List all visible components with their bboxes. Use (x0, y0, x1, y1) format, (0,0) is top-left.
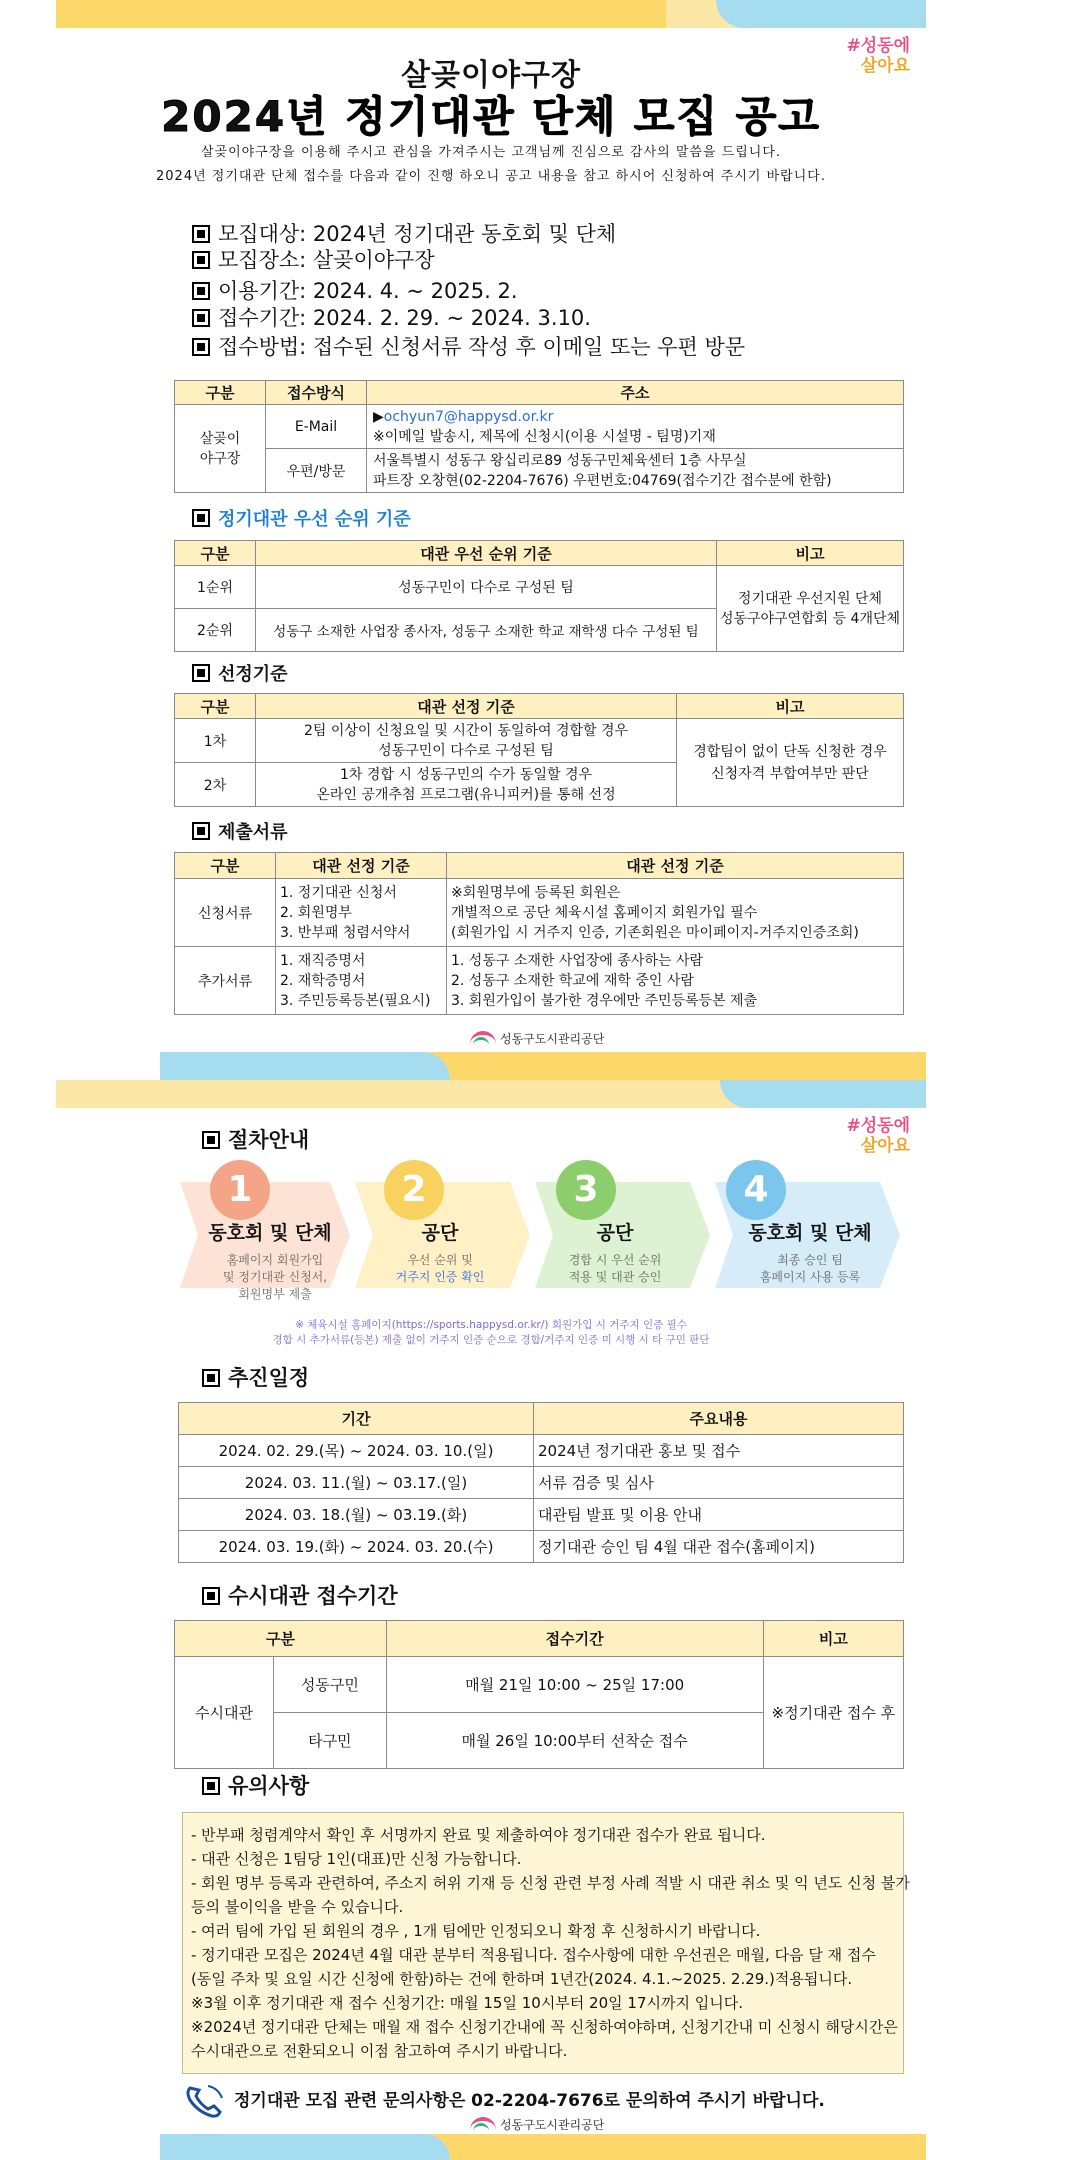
checkbox-icon (192, 282, 210, 300)
brand-logo-2: #성동에 살아요 (846, 1116, 910, 1156)
checkbox-icon (192, 309, 210, 327)
procedure-heading: 절차안내 (202, 1124, 309, 1154)
venue-cell: 살곶이 야구장 (175, 405, 266, 493)
checkbox-icon (202, 1131, 220, 1149)
priority-heading: 정기대관 우선 순위 기준 (192, 505, 411, 531)
step-1-title: 동호회 및 단체 (208, 1222, 332, 1244)
notes-box: - 반부패 청렴계약서 확인 후 서명까지 완료 및 제출하여야 정기대관 접수가 완료 됩니다. - 대관 신청은 1팀당 1인(대표)만 신청 가능합니다. - 회원 명부 등록과 관련하여, 주소지 허위 기재 등 신청 관련 부정 사례 적발 시 대관 취소 및 익 년도 신청 불가 등의 불이익을 받을 수 있습니다. - 여러 팀에 가입 된 회원의 경우 , 1개 팀에만 인정되오니 확정 후 신청하시기 바랍니다. - 정기대관 모집은 2024년 4월 대관 분부터 적용됩니다. 접수사항에 대한 우선권은 매월, 다음 달 재 접수 (동일 주차 및 요일 시간 신청에 한함)하는 건에 한하며 1년간(2024. 4.1.~2025. 2.29.)적용됩니다. ※3월 이후 정기대관 재 접수 신청기간: 매월 15일 10시부터 20일 17시까지 입니다. ※2024년 정기대관 단체는 매월 재 접수 신청기간내에 꼭 신청하여야하며, 신청기간내 미 신청시 해당시간은 수시대관으로 전환되오니 이점 참고하여 주시기 바랍니다. (182, 1812, 904, 2074)
inquiry-text: 정기대관 모집 관련 문의사항은 02-2204-7676로 문의하여 주시기 바랍니다. (234, 2091, 825, 2111)
casual-heading: 수시대관 접수기간 (202, 1580, 398, 1610)
bullet-method: 접수방법: 접수된 신청서류 작성 후 이메일 또는 우편 방문 (192, 332, 745, 362)
brand-logo: #성동에 살아요 (846, 36, 910, 76)
bullet-target: 모집대상: 2024년 정기대관 동호회 및 단체 (192, 219, 616, 249)
org-logo-2: 성동구도시관리공단 (470, 2116, 604, 2133)
checkbox-icon (202, 1777, 220, 1795)
step-3-number: 3 (556, 1160, 616, 1220)
rainbow-logo-icon (470, 2117, 496, 2131)
step-3-title: 공단 (596, 1222, 634, 1244)
top-stripe (56, 0, 926, 28)
checkbox-icon (192, 822, 210, 840)
checkbox-icon (202, 1587, 220, 1605)
step-4-title: 동호회 및 단체 (748, 1222, 872, 1244)
step-4-desc: 최종 승인 팀 홈페이지 사용 등록 (759, 1253, 861, 1284)
priority-table: 구분 대관 우선 순위 기준 비고 1순위 성동구민이 다수로 구성된 팀 정기대관 우선지원 단체 성동구야구연합회 등 4개단체 2순위 성동구 소재한 사업장 종사자, 성동구 소재한 학교 재학생 다수 구성된 팀 (174, 540, 904, 652)
bullet-place: 모집장소: 살곶이야구장 (192, 245, 435, 275)
phone-icon (184, 2082, 226, 2118)
page-title: 2024년 정기대관 단체 모집 공고 (161, 92, 821, 141)
checkbox-icon (192, 251, 210, 269)
org-logo: 성동구도시관리공단 (470, 1030, 604, 1047)
step-2-number: 2 (384, 1160, 444, 1220)
contact-table: 구분 접수방식 주소 살곶이 야구장 E-Mail ▶ochyun7@happysd.or.kr ※이메일 발송시, 제목에 신청시(이용 시설명 - 팀명)기재 우편/방문 서울특별시 성동구 왕십리로89 성동구민체육센터 1층 사무실 파트장 오창현(02-2204-7676) 우편번호:04769(접수기간 접수분에 한함) (174, 380, 904, 493)
step-2-title: 공단 (421, 1222, 459, 1244)
step-3-desc: 경합 시 우선 순위 적용 및 대관 승인 (568, 1253, 662, 1284)
bullet-application-period: 접수기간: 2024. 2. 29. ~ 2024. 3.10. (192, 303, 591, 333)
step-1-desc: 홈페이지 회원가입 및 정기대관 신청서, 회원명부 제출 (222, 1253, 328, 1301)
casual-table: 구분 접수기간 비고 수시대관 성동구민 매월 21일 10:00 ~ 25일 17:00 ※정기대관 접수 후 타구민 매월 26일 10:00부터 선착순 접수 (174, 1620, 904, 1769)
schedule-table: 기간 주요내용 2024. 02. 29.(목) ~ 2024. 03. 10.(일) 2024년 정기대관 홍보 및 접수 2024. 03. 11.(월) ~ 03.17.(일) 서류 검증 및 심사 2024. 03. 18.(월) ~ 03.19.(화) 대관팀 발표 및 이용 안내 2024. 03. 19.(화) ~ 2024. 03. 20.(수) 정기대관 승인 팀 4월 대관 접수(홈페이지) (178, 1402, 904, 1563)
checkbox-icon (202, 1369, 220, 1387)
step-1-number: 1 (210, 1160, 270, 1220)
checkbox-icon (192, 338, 210, 356)
selection-heading: 선정기준 (192, 660, 288, 686)
selection-table: 구분 대관 선정 기준 비고 1차 2팀 이상이 신청요일 및 시간이 동일하여 경합할 경우 성동구민이 다수로 구성된 팀 경합팀이 없이 단독 신청한 경우 신청자격 부합여부만 판단 2차 1차 경합 시 성동구민의 수가 동일할 경우 온라인 공개추첨 프로그램(유니피커)를 통해 선정 (174, 693, 904, 807)
step-2-desc: 우선 순위 및 거주지 인증 확인 (395, 1253, 485, 1284)
bullet-period: 이용기간: 2024. 4. ~ 2025. 2. (192, 276, 518, 306)
documents-table: 구분 대관 선정 기준 대관 선정 기준 신청서류 1. 정기대관 신청서 2. 회원명부 3. 반부패 청렴서약서 ※회원명부에 등록된 회원은 개별적으로 공단 체육시설 홈페이지 회원가입 필수 (회원가입 시 거주지 인증, 기존회원은 마이페이지-거주지인증조회) 추가서류 1. 재직증명서 2. 재학증명서 3. 주민등록등본(필요시) 1. 성동구 소재한 사업장에 종사하는 사람 2. 성동구 소재한 학교에 재학 중인 사람 3. 회원가입이 불가한 경우에만 주민등록등본 제출 (174, 852, 904, 1015)
rainbow-logo-icon (470, 1031, 496, 1045)
email-link[interactable]: ochyun7@happysd.or.kr (383, 408, 554, 425)
notes-heading: 유의사항 (202, 1770, 309, 1800)
schedule-heading: 추진일정 (202, 1362, 309, 1392)
intro-line-1: 살곶이야구장을 이용해 주시고 관심을 가져주시는 고객님께 진심으로 감사의 말씀을 드립니다. (200, 145, 782, 160)
checkbox-icon (192, 664, 210, 682)
documents-heading: 제출서류 (192, 818, 288, 844)
arrow-icon: ▶ (373, 408, 384, 425)
checkbox-icon (192, 509, 210, 527)
procedure-note: ※ 체육시설 홈페이지(https://sports.happysd.or.kr/) 회원가입 시 거주지 인증 필수 경합 시 추가서류(등본) 제출 없이 거주지 인증 순으로 경합/거주지 인증 미 시행 시 타 구민 판단 (272, 1319, 710, 1346)
step-4-number: 4 (726, 1160, 786, 1220)
intro-line-2: 2024년 정기대관 단체 접수를 다음과 같이 진행 하오니 공고 내용을 참고 하시어 신청하여 주시기 바랍니다. (156, 169, 826, 184)
checkbox-icon (192, 225, 210, 243)
page-subtitle: 살곶이야구장 (401, 58, 581, 93)
bottom-stripe-blue (160, 1052, 450, 1080)
